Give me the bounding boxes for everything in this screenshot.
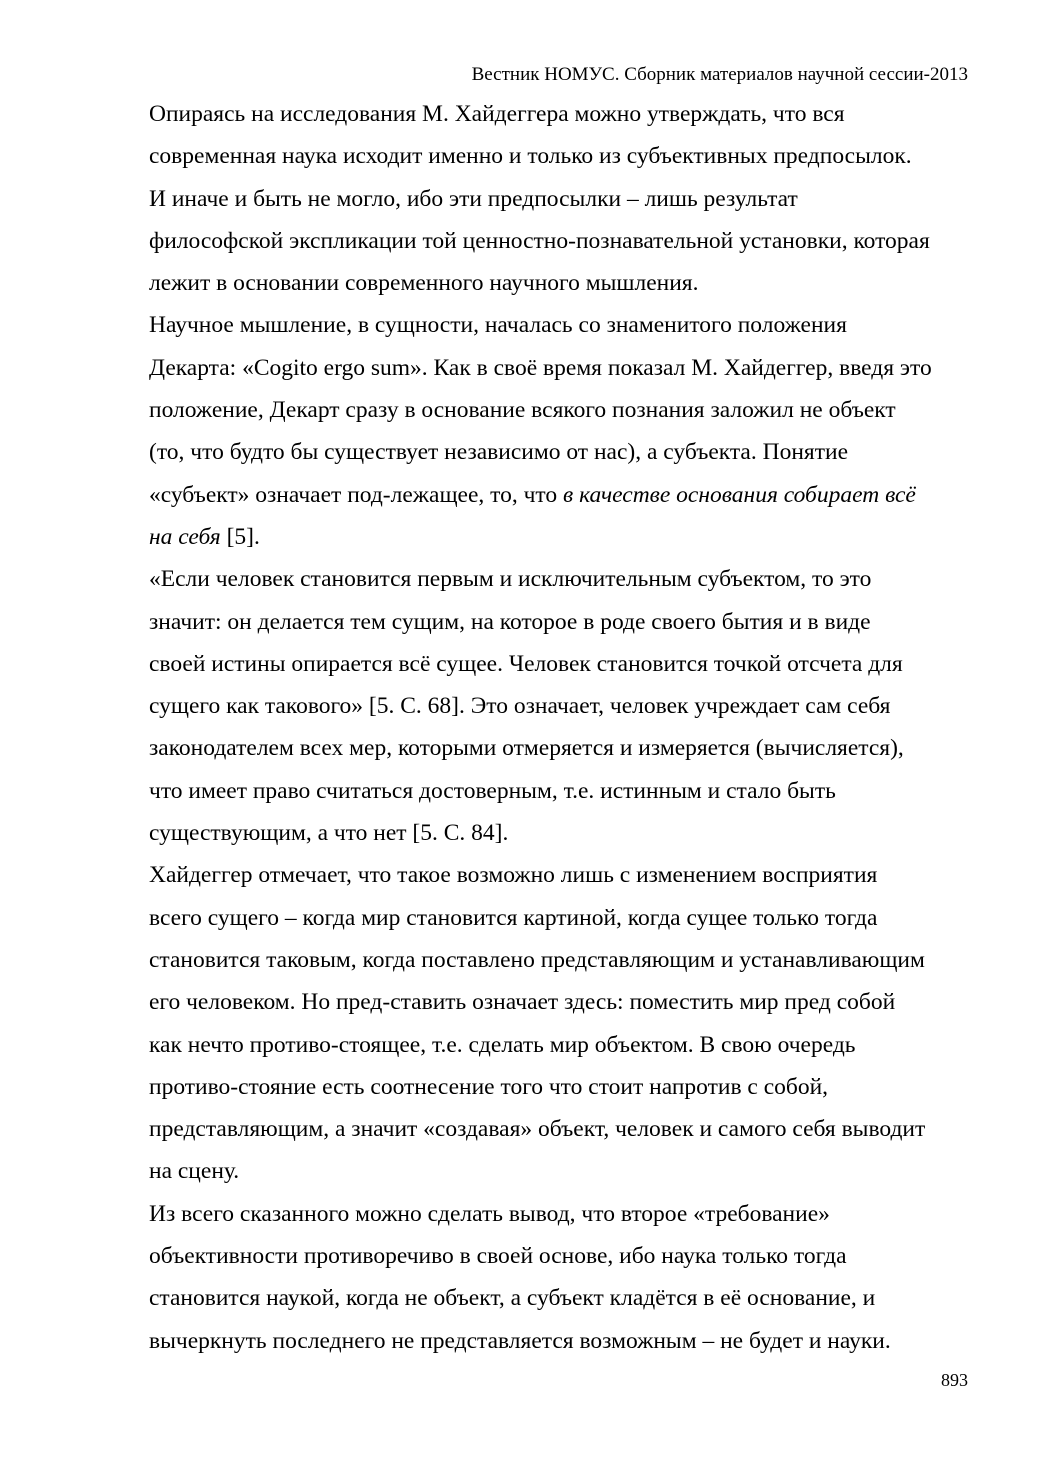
text-line: философской экспликации той ценностно-познавательной установки, которая	[149, 227, 930, 254]
text-line: представляющим, а значит «создавая» объект, человек и самого себя выводит	[149, 1116, 926, 1143]
italic-text-run: на себя	[149, 523, 221, 550]
text-line: вычеркнуть последнего не представляется возможным – не будет и науки.	[149, 1327, 891, 1354]
text-line: всего сущего – когда мир становится картиной, когда сущее только тогда	[149, 904, 878, 931]
text-line: противо-стояние есть соотнесение того что стоит напротив с собой,	[149, 1073, 829, 1100]
text-line: И иначе и быть не могло, ибо эти предпосылки – лишь результат	[149, 185, 798, 212]
text-line: Научное мышление, в сущности, началась со знаменитого положения	[149, 312, 847, 339]
text-line: (то, что будто бы существует независимо от нас), а субъекта. Понятие	[149, 439, 848, 466]
text-line-mixed	[149, 474, 967, 516]
text-line: что имеет право считаться достоверным, т.е. истинным и стало быть	[149, 777, 836, 804]
text-line: «Если человек становится первым и исключительным субъектом, то это	[149, 566, 872, 593]
page-number: 893	[941, 1370, 968, 1390]
text-line: как нечто противо-стоящее, т.е. сделать мир объектом. В свою очередь	[149, 1031, 856, 1058]
citation-text-run: [5].	[220, 523, 260, 550]
text-line-mixed	[149, 516, 967, 558]
text-line: Хайдеггер отмечает, что такое возможно лишь с изменением восприятия	[149, 862, 878, 889]
text-line: своей истины опирается всё сущее. Человек становится точкой отсчета для	[149, 650, 903, 677]
body-text	[149, 93, 967, 1362]
paragraph-4	[149, 854, 967, 1192]
paragraph-3	[149, 558, 967, 854]
paragraph-1	[149, 93, 967, 304]
text-line: становится наукой, когда не объект, а субъект кладётся в её основание, и	[149, 1285, 876, 1312]
text-line: на сцену.	[149, 1158, 240, 1185]
paragraph-2	[149, 304, 967, 558]
text-line: сущего как такового» [5. С. 68]. Это означает, человек учреждает сам себя	[149, 693, 891, 720]
running-header: Вестник НОМУС. Сборник материалов научной сессии-2013	[471, 64, 968, 85]
paragraph-5	[149, 1193, 967, 1362]
text-line: Опираясь на исследования М. Хайдеггера можно утверждать, что вся	[149, 101, 845, 127]
text-line: объективности противоречиво в своей основе, ибо наука только тогда	[149, 1243, 847, 1270]
text-line: Декарта: «Cogito ergo sum». Как в своё время показал М. Хайдеггер, введя это	[149, 354, 932, 381]
text-run: «субъект» означает под-лежащее, то, что	[149, 481, 564, 508]
text-line: законодателем всех мер, которыми отмеряется и измеряется (вычисляется),	[149, 735, 904, 762]
text-line: его человеком. Но пред-ставить означает здесь: поместить мир пред собой	[149, 989, 896, 1016]
text-line: лежит в основании современного научного мышления.	[149, 270, 699, 297]
text-line: значит: он делается тем сущим, на которое в роде своего бытия и в виде	[149, 608, 871, 635]
text-line: Из всего сказанного можно сделать вывод, что второе «требование»	[149, 1200, 830, 1227]
text-line: становится таковым, когда поставлено представляющим и устанавливающим	[149, 946, 925, 973]
italic-text-run: в качестве основания собирает всё	[563, 481, 916, 508]
text-line: положение, Декарт сразу в основание всякого познания заложил не объект	[149, 397, 896, 424]
text-line: современная наука исходит именно и только из субъективных предпосылок.	[149, 143, 912, 170]
text-line: существующим, а что нет [5. С. 84].	[149, 820, 509, 847]
